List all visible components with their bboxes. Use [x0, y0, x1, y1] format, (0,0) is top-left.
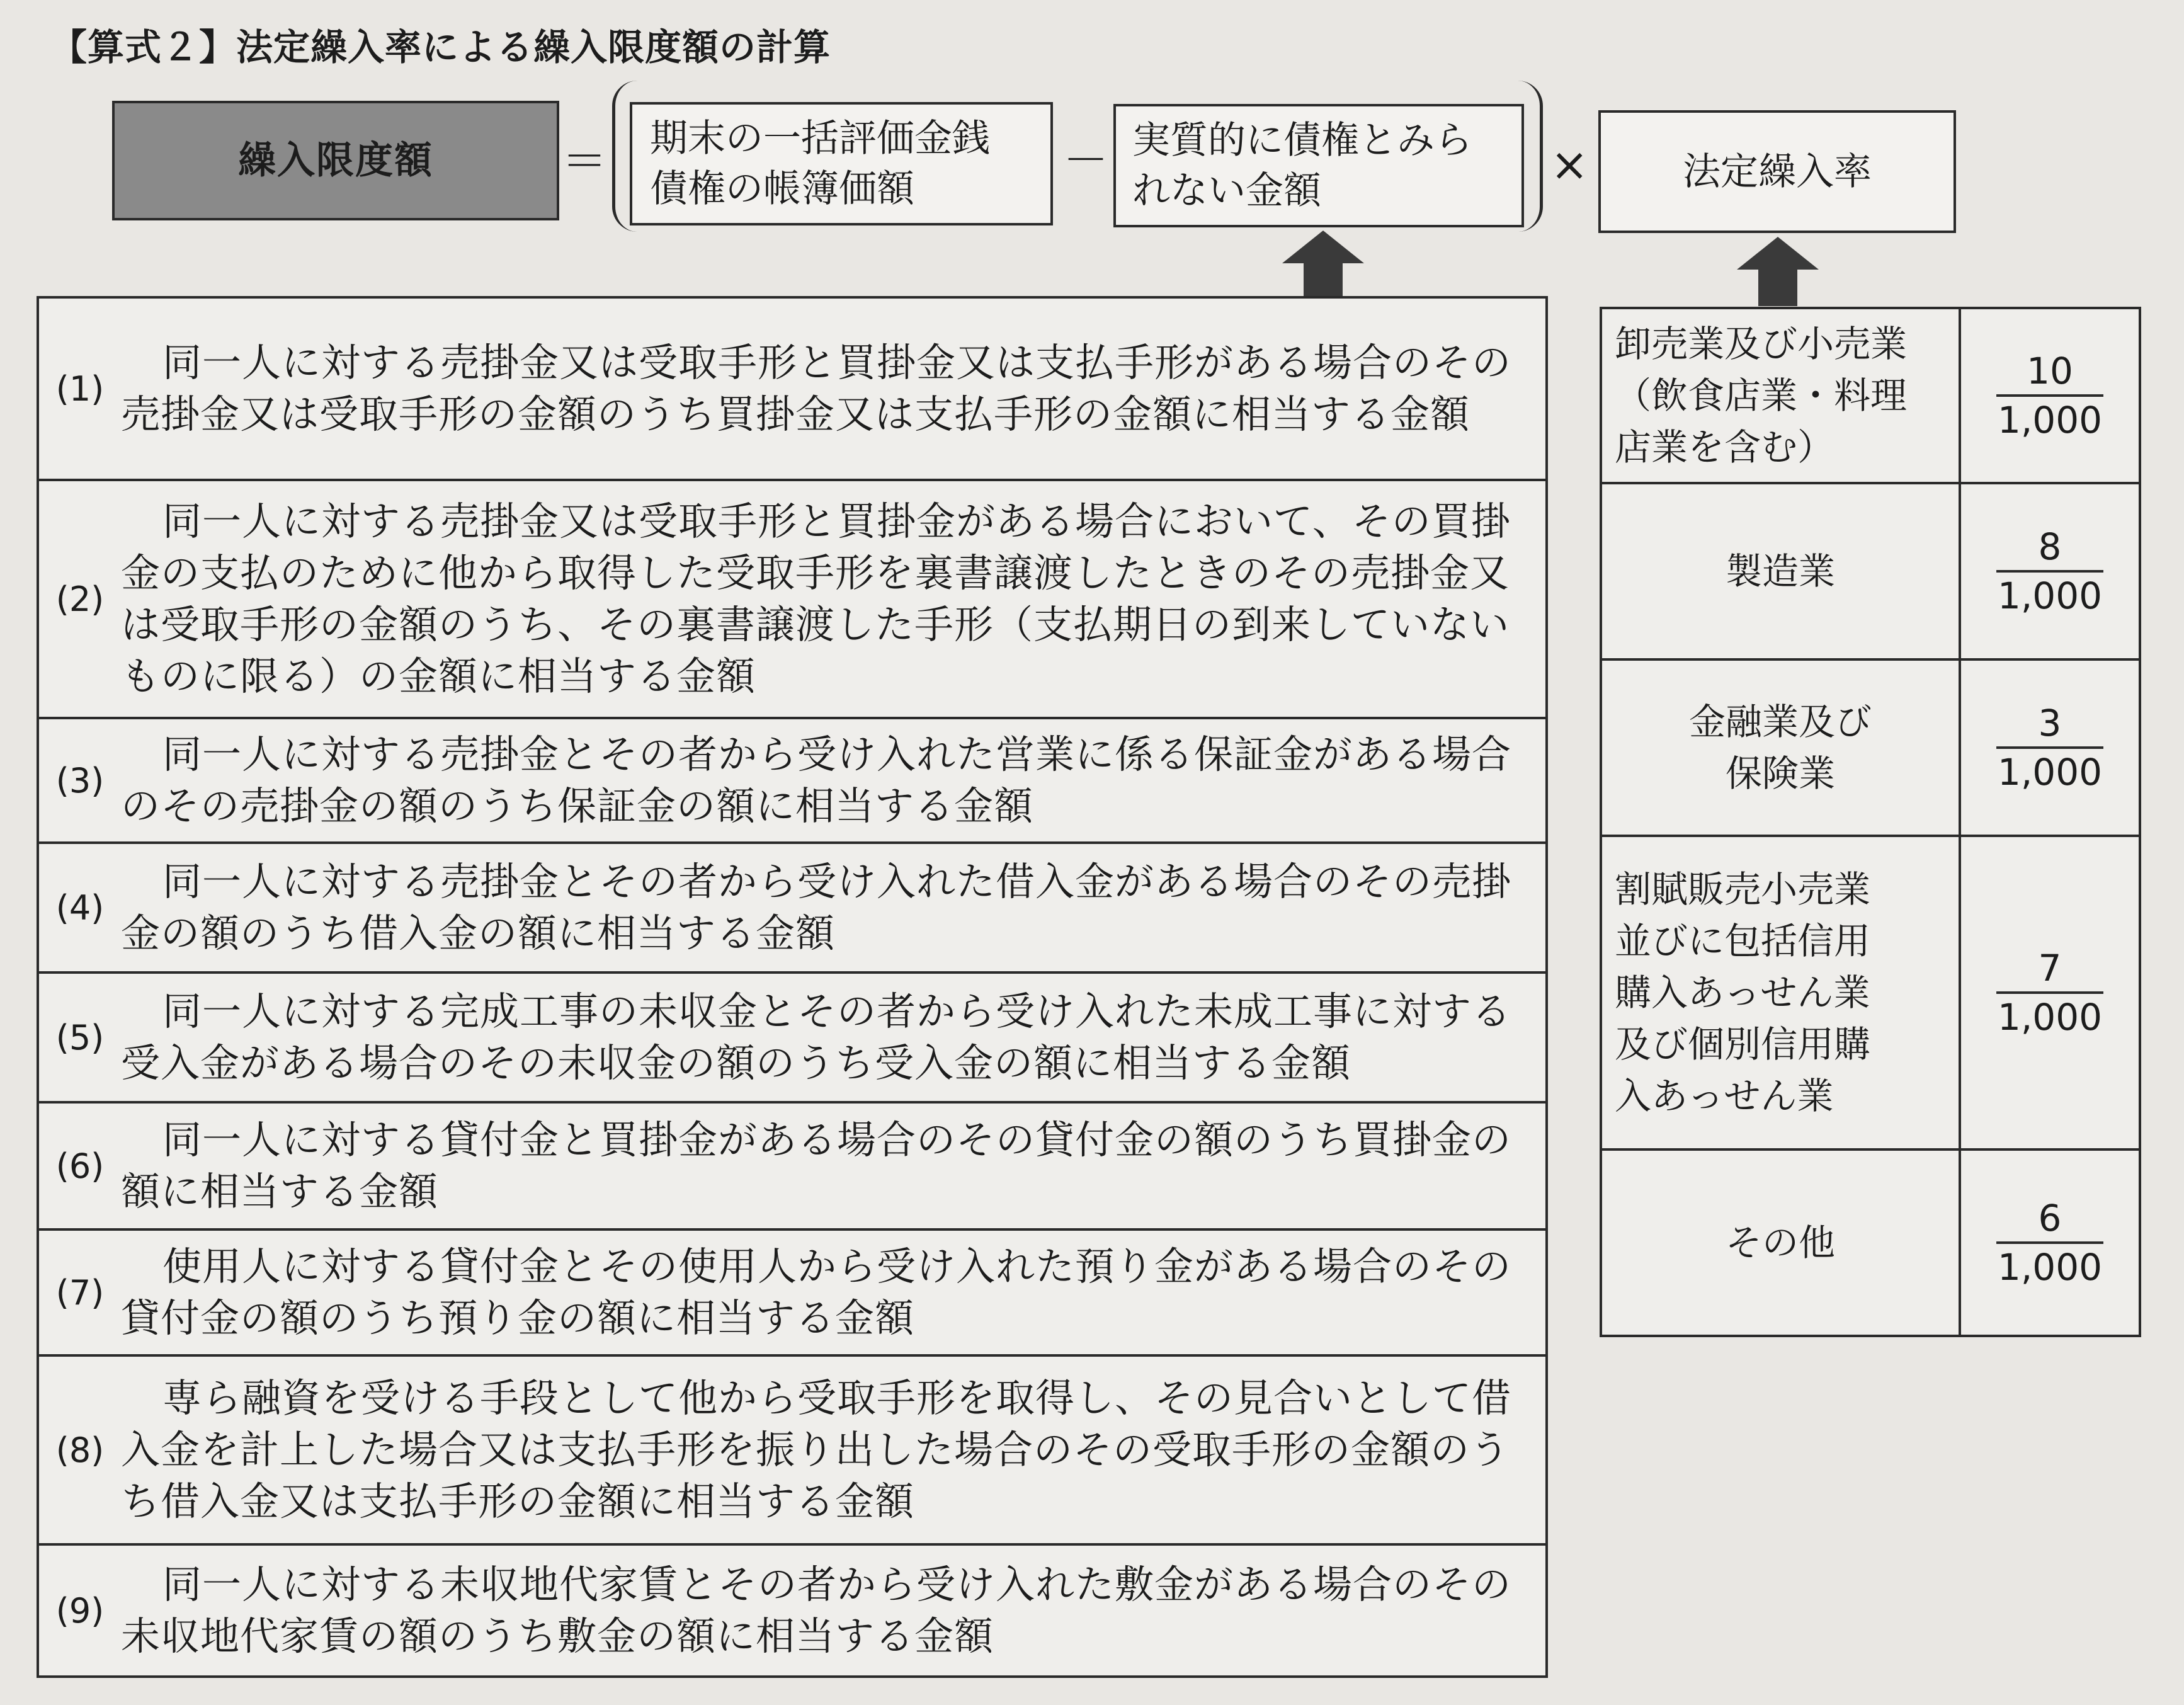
industry-line: 店業を含む）	[1615, 426, 1834, 469]
industry-cell	[1602, 309, 1961, 482]
times-sign: ×	[1550, 138, 1589, 191]
industry-line: 購入あっせん業	[1615, 971, 1870, 1014]
rate-fraction	[1996, 350, 2103, 441]
up-arrow-icon	[1737, 237, 1819, 306]
minus-sign: －	[1063, 134, 1109, 186]
rate-numerator: 10	[2027, 350, 2073, 392]
industry-cell	[1602, 837, 1961, 1148]
item-text: 同一人に対する売掛金とその者から受け入れた営業に係る保証金がある場合のその売掛金の額のうち保証金の額に相当する金額	[121, 731, 1512, 829]
item-text: 使用人に対する貸付金とその使用人から受け入れた預り金がある場合のその貸付金の額のうち預り金の額に相当する金額	[121, 1243, 1512, 1341]
rate-numerator: 8	[2038, 525, 2062, 568]
close-paren	[1518, 81, 1543, 232]
item-text: 専ら融資を受ける手段として他から受取手形を取得し、その見合いとして借入金を計上した場合又は支払手形を振り出した場合のその受取手形の金額のうち借入金又は支払手形の金額に相当する金額	[121, 1375, 1512, 1524]
table-row	[39, 974, 1545, 1103]
table-row	[39, 1231, 1545, 1357]
rate-row	[1602, 661, 2139, 837]
industry-line: 並びに包括信用	[1615, 920, 1871, 962]
statutory-rate-table	[1600, 307, 2141, 1337]
non-claim-line: れない金額	[1132, 169, 1321, 213]
item-number: (9)	[55, 1590, 105, 1631]
table-row	[39, 481, 1545, 719]
non-claim-line: 実質的に債権とみら	[1132, 118, 1472, 163]
item-text: 同一人に対する売掛金又は受取手形と買掛金がある場合において、その買掛金の支払のために他から取得した受取手形を裏書譲渡したときのその売掛金又は受取手形の金額のうち、その裏書譲渡した手形（支払期日の到来していないものに限る）の金額に相当する金額	[121, 498, 1511, 699]
rate-denominator: 1,000	[1997, 996, 2103, 1039]
table-row	[39, 719, 1545, 844]
rate-denominator: 1,000	[1997, 1246, 2103, 1289]
table-row	[39, 299, 1545, 481]
table-row	[39, 1103, 1545, 1231]
statutory-rate-box	[1598, 110, 1956, 233]
item-number: (8)	[55, 1430, 105, 1470]
receivable-line: 期末の一括評価金銭	[650, 117, 990, 161]
item-text: 同一人に対する未収地代家賃とその者から受け入れた敷金がある場合のその未収地代家賃の額のうち敷金の額に相当する金額	[121, 1561, 1512, 1659]
rate-numerator: 7	[2038, 947, 2062, 989]
rate-fraction	[1996, 702, 2103, 793]
item-number: (3)	[55, 760, 105, 801]
up-arrow-icon	[1282, 231, 1364, 300]
industry-line: 及び個別信用購	[1615, 1023, 1871, 1066]
rate-cell	[1961, 484, 2139, 658]
rate-fraction	[1996, 526, 2103, 617]
rate-cell	[1961, 837, 2139, 1148]
limit-amount-box	[112, 101, 559, 220]
table-row	[39, 844, 1545, 974]
equals-sign: ＝	[562, 135, 608, 188]
receivable-book-value-box	[630, 102, 1053, 225]
section-title: 【算式２】法定繰入率による繰入限度額の計算	[50, 26, 831, 69]
statutory-rate-label: 法定繰入率	[1683, 149, 1872, 194]
item-text: 同一人に対する売掛金又は受取手形と買掛金又は支払手形がある場合のその売掛金又は受取手形の金額のうち買掛金又は支払手形の金額に相当する金額	[121, 339, 1512, 437]
industry-line: 保険業	[1725, 752, 1835, 795]
rate-cell	[1961, 1151, 2139, 1335]
industry-line: その他	[1725, 1221, 1835, 1264]
item-number: (2)	[55, 579, 105, 619]
rate-numerator: 6	[2038, 1197, 2062, 1240]
item-number: (4)	[55, 887, 105, 928]
rate-denominator: 1,000	[1997, 399, 2103, 442]
industry-cell	[1602, 484, 1961, 658]
rate-fraction	[1996, 1197, 2103, 1288]
item-text: 同一人に対する売掛金とその者から受け入れた借入金がある場合のその売掛金の額のうち借入金の額に相当する金額	[121, 858, 1512, 956]
receivable-line: 債権の帳簿価額	[650, 167, 914, 211]
industry-line: 割賦販売小売業	[1615, 868, 1871, 911]
rate-denominator: 1,000	[1997, 574, 2103, 617]
industry-line: （飲食店業・料理	[1615, 374, 1908, 417]
item-text: 同一人に対する貸付金と買掛金がある場合のその貸付金の額のうち買掛金の額に相当する金額	[121, 1117, 1512, 1214]
non-claim-amount-box	[1113, 104, 1524, 227]
rate-row	[1602, 837, 2139, 1151]
non-claim-items-table	[37, 296, 1548, 1678]
rate-numerator: 3	[2038, 702, 2062, 744]
rate-fraction	[1996, 947, 2103, 1038]
rate-denominator: 1,000	[1997, 751, 2103, 794]
item-number: (5)	[55, 1017, 105, 1058]
rate-cell	[1961, 661, 2139, 835]
rate-row	[1602, 484, 2139, 661]
rate-row	[1602, 309, 2139, 484]
industry-line: 金融業及び	[1688, 700, 1872, 743]
limit-amount-label: 繰入限度額	[238, 139, 433, 183]
rate-cell	[1961, 309, 2139, 482]
industry-line: 卸売業及び小売業	[1615, 322, 1908, 365]
item-number: (7)	[55, 1272, 105, 1313]
industry-cell	[1602, 661, 1961, 835]
item-number: (1)	[55, 368, 105, 409]
table-row	[39, 1357, 1545, 1546]
table-row	[39, 1546, 1545, 1675]
item-text: 同一人に対する完成工事の未収金とその者から受け入れた未成工事に対する受入金がある場合のその未収金の額のうち受入金の額に相当する金額	[121, 988, 1512, 1086]
industry-line: 製造業	[1725, 550, 1835, 593]
industry-line: 入あっせん業	[1615, 1075, 1834, 1117]
industry-cell	[1602, 1151, 1961, 1335]
item-number: (6)	[55, 1146, 105, 1186]
rate-row	[1602, 1151, 2139, 1335]
